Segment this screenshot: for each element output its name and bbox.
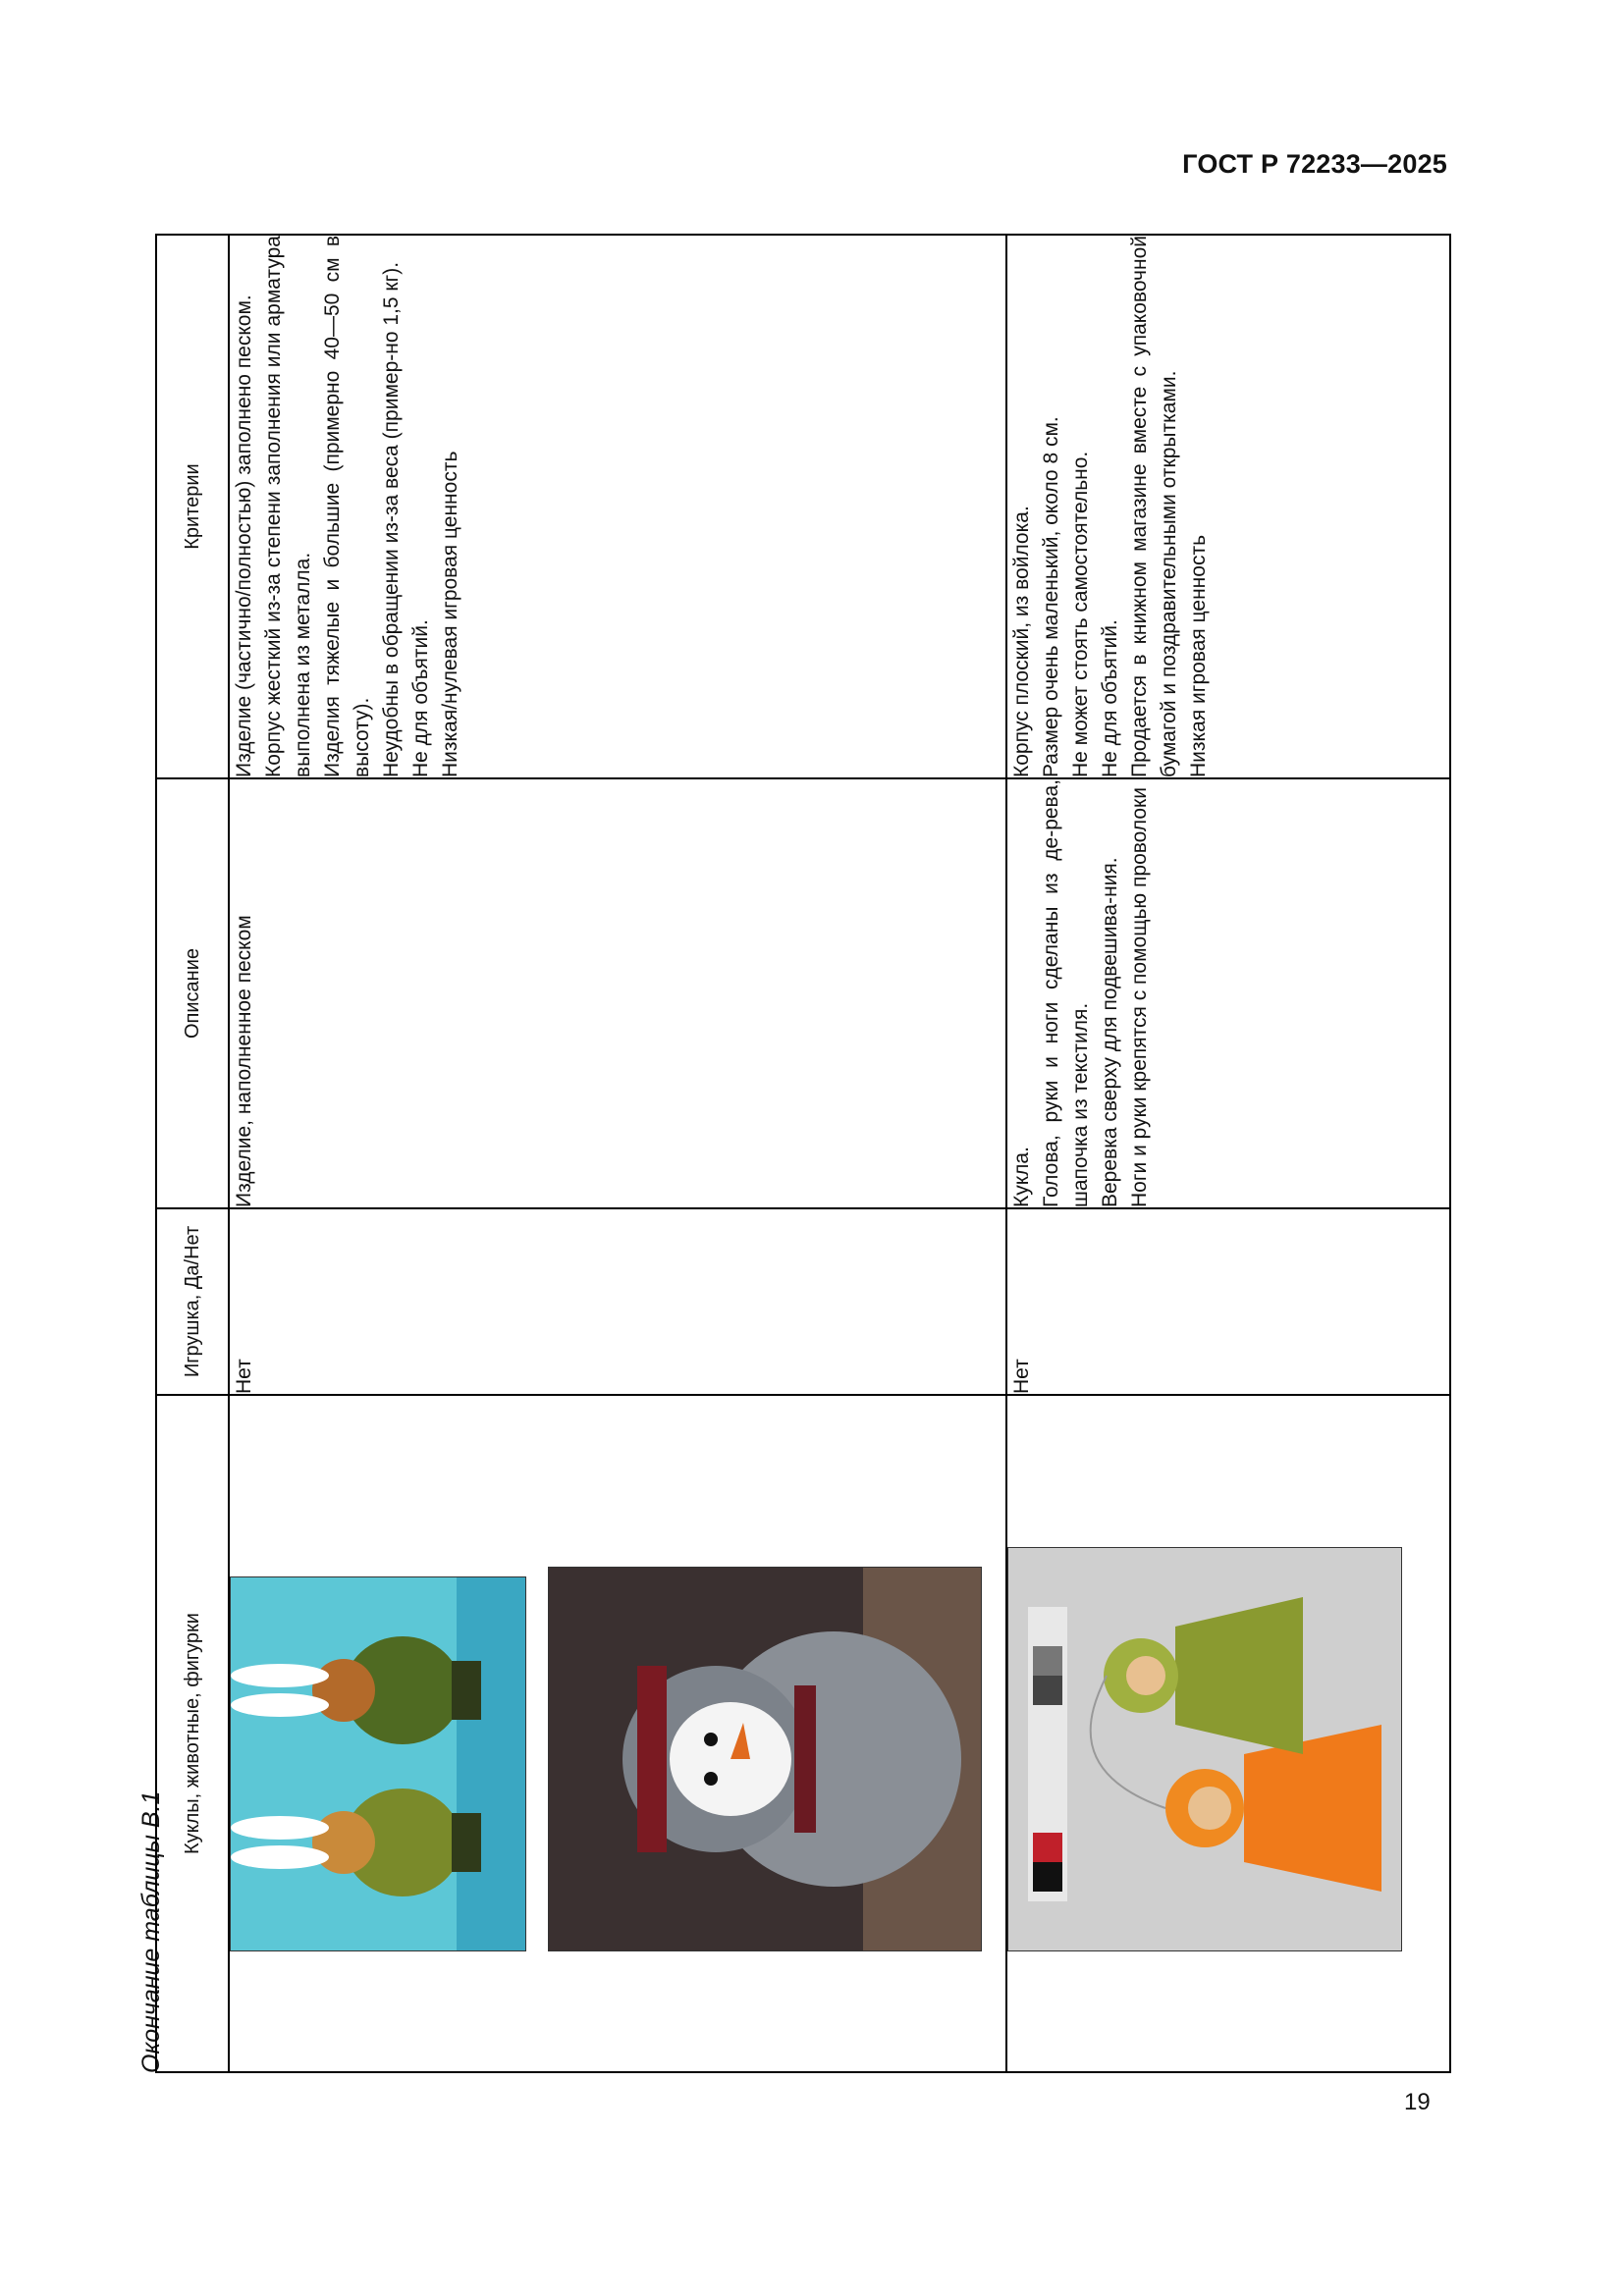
toy-flag-value: Нет — [233, 1359, 255, 1394]
toy-flag-cell — [1006, 1208, 1450, 1395]
criteria-cell — [229, 235, 1006, 778]
criteria-line: Корпус плоский, из войлока. — [1010, 506, 1033, 777]
description-line: Веревка сверху для подвешива-ния. — [1099, 857, 1121, 1207]
document-code: ГОСТ Р 72233—2025 — [1182, 149, 1447, 179]
toy-flag-cell — [229, 1208, 1006, 1395]
table-caption: Окончание таблицы В.1 — [137, 1790, 165, 2073]
table-header-row — [156, 235, 229, 2072]
column-header-figures: Куклы, животные, фигурки — [156, 1395, 229, 2072]
criteria-line: Неудобны в обращении из-за веса (пример-но 1,5 кг). — [380, 261, 403, 777]
figures-images-cell — [229, 1395, 1006, 2072]
description-line: Кукла. — [1010, 1147, 1033, 1207]
criteria-line: Низкая игровая ценность — [1187, 534, 1210, 777]
column-header-criteria: Критерии — [156, 235, 229, 778]
criteria-line: Низкая/нулевая игровая ценность — [439, 451, 461, 777]
bunny-figurines-photo — [230, 1576, 526, 1951]
criteria-line: Корпус жесткий из-за степени заполнения или арматура выполнена из металла. — [262, 236, 314, 777]
description-cell — [229, 778, 1006, 1208]
criteria-line: Размер очень маленький, около 8 см. — [1040, 416, 1062, 777]
description-line: Ноги и руки крепятся с помощью проволоки — [1128, 787, 1151, 1207]
criteria-line: Не может стоять самостоятельно. — [1069, 451, 1092, 777]
criteria-line: Изделие (частично/полностью) заполнено песком. — [233, 294, 255, 777]
rotated-table-frame — [155, 236, 1451, 2073]
description-line: Изделие, наполненное песком — [233, 915, 255, 1207]
column-header-toy: Игрушка, Да/Нет — [156, 1208, 229, 1395]
felt-dolls-photo — [1007, 1547, 1402, 1951]
page-number: 19 — [1404, 2089, 1431, 2115]
criteria-table — [155, 234, 1451, 2073]
criteria-cell — [1006, 235, 1450, 778]
description-cell — [1006, 778, 1450, 1208]
criteria-line: Продается в книжном магазине вместе с упаковочной бумагой и поздравительными открытками. — [1128, 236, 1180, 777]
table-row — [1006, 235, 1450, 2072]
snowman-figure-photo — [548, 1567, 982, 1951]
column-header-description: Описание — [156, 778, 229, 1208]
toy-flag-value: Нет — [1010, 1359, 1033, 1394]
figures-images-cell — [1006, 1395, 1450, 2072]
description-line: Голова, руки и ноги сделаны из де-рева, шапочка из текстиля. — [1040, 779, 1092, 1207]
criteria-line: Изделия тяжелые и большие (примерно 40—50 см в высоту). — [321, 236, 373, 777]
table-row — [229, 235, 1006, 2072]
criteria-line: Не для объятий. — [409, 619, 432, 777]
criteria-line: Не для объятий. — [1099, 619, 1121, 777]
